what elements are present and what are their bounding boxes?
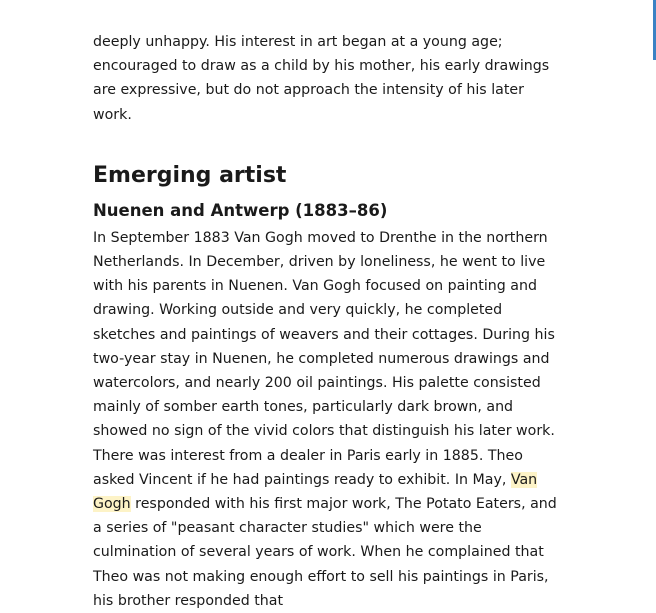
main-paragraph xyxy=(93,226,565,613)
article-body xyxy=(93,30,565,613)
main-paragraph-text-before: In September 1883 Van Gogh moved to Drenthe in the northern Netherlands. In December, driven by loneliness, he went to live with his parents in Nuenen. Van Gogh focused on painting and drawing. Working outside and very quickly, he completed sketches and paintings of weavers and their cottages. During his two-year stay in Nuenen, he completed numerous drawings and watercolors, and nearly 200 oil paintings. His palette consisted mainly of somber earth tones, particularly dark brown, and showed no sign of the vivid colors that distinguish his later work. There was interest from a dealer in Paris early in 1885. Theo asked Vincent if he had paintings ready to exhibit. In May, xyxy=(93,229,555,488)
subsection-heading: Nuenen and Antwerp (1883–86) xyxy=(93,200,388,220)
main-paragraph-text-after: responded with his first major work, The Potato Eaters, and a series of "peasant character studies" which were the culmination of several years of work. When he complained that Theo was not making enough effort to sell his paintings in Paris, his brother responded that xyxy=(93,496,557,609)
intro-paragraph: deeply unhappy. His interest in art began at a young age; encouraged to draw as a child by his mother, his early drawings are expressive, but do not approach the intensity of his later work. xyxy=(93,34,550,123)
section-heading: Emerging artist xyxy=(93,162,287,188)
highlighted-text[interactable]: Van Gogh xyxy=(93,471,538,513)
